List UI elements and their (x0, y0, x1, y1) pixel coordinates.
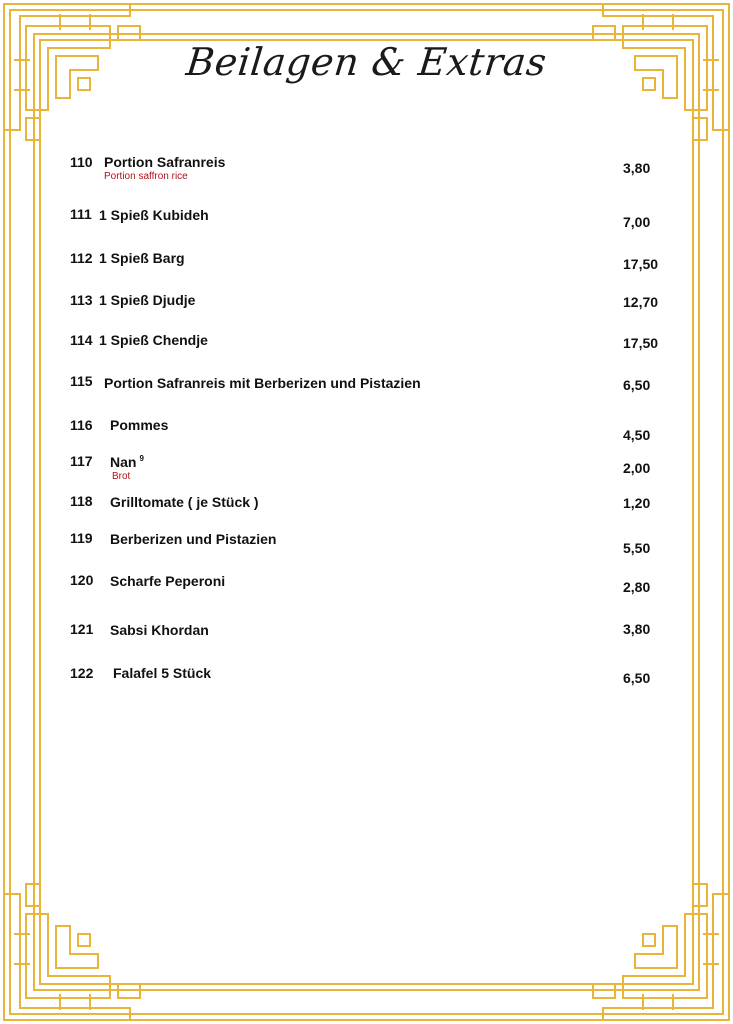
item-price: 6,50 (623, 670, 651, 686)
page-title: Beilagen & Extras (184, 40, 549, 84)
item-name: 1 Spieß Djudje (99, 292, 196, 308)
item-name: Berberizen und Pistazien (110, 531, 277, 547)
item-price: 17,50 (623, 335, 659, 351)
item-number: 121 (70, 621, 94, 637)
menu-item-120 (0, 572, 733, 612)
item-name: 1 Spieß Barg (99, 250, 185, 266)
item-number: 110 (70, 154, 93, 170)
item-price: 2,80 (623, 579, 651, 595)
menu-item-121 (0, 621, 733, 661)
menu-item-114 (0, 332, 733, 372)
item-subtitle: Brot (112, 471, 131, 482)
item-number: 117 (70, 453, 93, 469)
menu-item-112 (0, 250, 733, 290)
item-number: 111 (70, 206, 92, 222)
item-number: 118 (70, 493, 93, 509)
item-name: 1 Spieß Chendje (99, 332, 208, 348)
allergen-superscript: 9 (139, 454, 144, 463)
item-number: 120 (70, 572, 94, 588)
item-price: 17,50 (623, 256, 659, 272)
item-name: Scharfe Peperoni (110, 573, 226, 589)
item-number: 119 (70, 530, 93, 546)
item-price: 3,80 (623, 621, 651, 637)
menu-item-110 (0, 154, 733, 194)
item-number: 114 (70, 332, 93, 348)
item-name: Grilltomate ( je Stück ) (110, 494, 259, 510)
item-number: 115 (70, 373, 93, 389)
menu-item-117 (0, 453, 733, 493)
item-price: 2,00 (623, 460, 651, 476)
item-name: Falafel 5 Stück (113, 665, 212, 681)
item-name: 1 Spieß Kubideh (99, 207, 209, 223)
menu-item-119 (0, 530, 733, 570)
item-price: 1,20 (623, 495, 651, 511)
menu-item-111 (0, 206, 733, 246)
menu-item-116 (0, 417, 733, 457)
menu-item-115 (0, 373, 733, 413)
item-number: 116 (70, 417, 93, 433)
item-name: Sabsi Khordan (110, 622, 209, 638)
item-price: 12,70 (623, 294, 659, 310)
item-price: 4,50 (623, 427, 651, 443)
item-price: 5,50 (623, 540, 651, 556)
item-price: 7,00 (623, 214, 651, 230)
item-number: 113 (70, 292, 93, 308)
menu-item-118 (0, 493, 733, 533)
item-name-text: Nan (110, 454, 137, 470)
item-name: Portion Safranreis mit Berberizen und Pistazien (104, 375, 421, 391)
item-name: Portion Safranreis (104, 154, 226, 170)
menu-item-113 (0, 292, 733, 332)
item-subtitle: Portion saffron rice (104, 171, 188, 182)
item-number: 112 (70, 250, 93, 266)
item-price: 3,80 (623, 160, 651, 176)
item-name: Pommes (110, 417, 169, 433)
item-number: 122 (70, 665, 94, 681)
menu-item-122 (0, 665, 733, 705)
item-name (110, 454, 144, 470)
item-price: 6,50 (623, 377, 651, 393)
